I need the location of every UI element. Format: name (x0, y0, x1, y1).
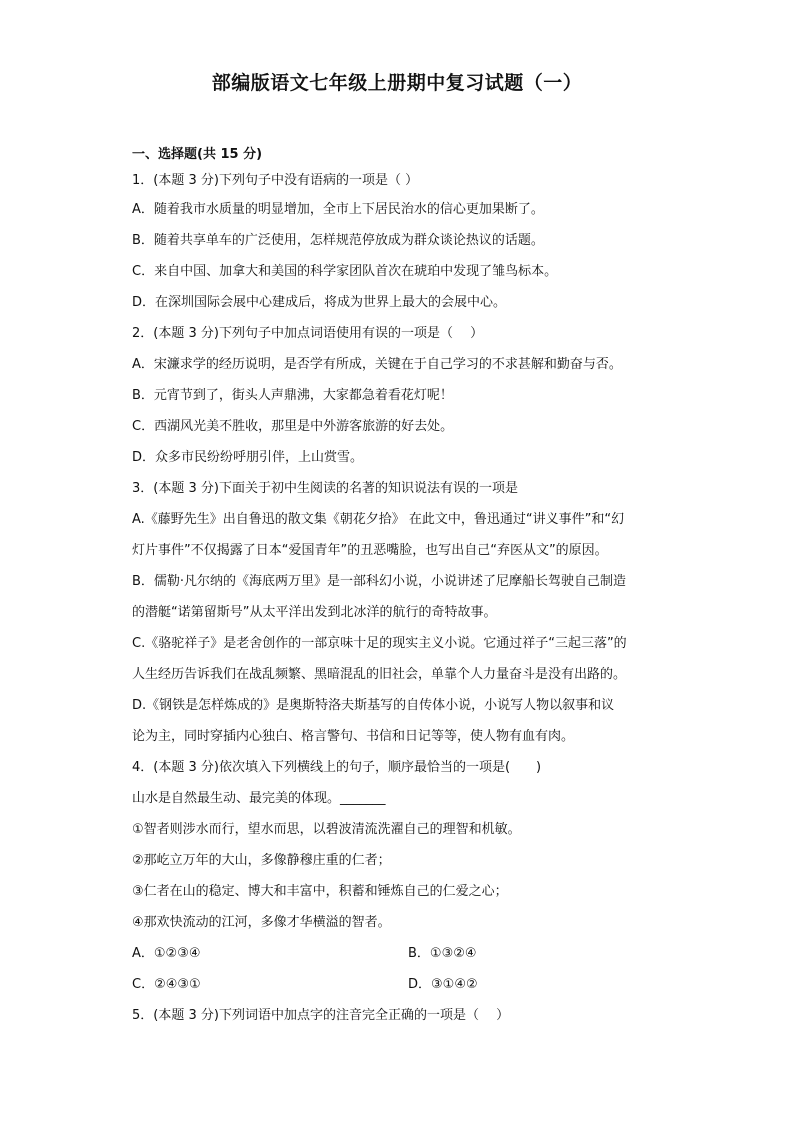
question-1-option-c: C．来自中国、加拿大和美国的科学家团队首次在琥珀中发现了雏鸟标本。 (132, 264, 558, 279)
question-1-option-a: A．随着我市水质量的明显增加，全市上下居民治水的信心更加果断了。 (132, 202, 544, 217)
question-4-option-b: B．①③②④ (408, 946, 477, 961)
question-2-option-d: D．众多市民纷纷呼朋引伴，上山赏雪。 (132, 450, 364, 465)
question-4-sentence: ②那屹立万年的大山，多像静穆庄重的仁者； (132, 853, 391, 868)
question-3-line: B．儒勒·凡尔纳的《海底两万里》是一部科幻小说，小说讲述了尼摩船长驾驶自己制造 (132, 574, 627, 589)
question-5-stem: 5．(本题 3 分)下列词语中加点字的注音完全正确的一项是（ ） (132, 1008, 510, 1023)
question-3-line: A.《藤野先生》出自鲁迅的散文集《朝花夕拾》 在此文中，鲁迅通过“讲义事件”和“幻 (132, 512, 625, 527)
question-3-stem: 3．(本题 3 分)下面关于初中生阅读的名著的知识说法有误的一项是 (132, 481, 518, 496)
question-3-line: 灯片事件”不仅揭露了日本“爱国青年”的丑恶嘴脸，也写出自己“弃医从文”的原因。 (132, 543, 608, 558)
question-1-stem: 1．(本题 3 分)下列句子中没有语病的一项是（ ） (132, 173, 419, 188)
question-3-line: C.《骆驼祥子》是老舍创作的一部京味十足的现实主义小说。它通过祥子“三起三落”的 (132, 636, 627, 651)
question-2-option-b: B．元宵节到了，街头人声鼎沸，大家都急着看花灯呢！ (132, 388, 453, 403)
document-body (132, 143, 672, 1031)
question-3-line: 的潜艇“诺第留斯号”从太平洋出发到北冰洋的航行的奇特故事。 (132, 605, 497, 620)
question-2-option-c: C．西湖风光美不胜收，那里是中外游客旅游的好去处。 (132, 419, 454, 434)
question-3-line: 论为主，同时穿插内心独白、格言警句、书信和日记等等，使人物有血有肉。 (132, 729, 575, 744)
question-1-option-d: D．在深圳国际会展中心建成后，将成为世界上最大的会展中心。 (132, 295, 507, 310)
question-4-options-row (132, 938, 672, 969)
question-4-stem: 4．(本题 3 分)依次填入下列横线上的句子，顺序最恰当的一项是( ) (132, 760, 542, 775)
question-3-line: 人生经历告诉我们在战乱频繁、黑暗混乱的旧社会，单靠个人力量奋斗是没有出路的。 (132, 667, 627, 682)
question-4-option-d: D．③①④② (408, 977, 478, 992)
question-4-sentence: ④那欢快流动的江河，多像才华横溢的智者。 (132, 915, 391, 930)
document-title: 部编版语文七年级上册期中复习试题（一） (211, 72, 583, 94)
question-4-sentence: ③仁者在山的稳定、博大和丰富中，积蓄和锤炼自己的仁爱之心； (132, 884, 508, 899)
question-4-option-c: C．②④③① (132, 977, 201, 992)
question-2-stem: 2．(本题 3 分)下列句子中加点词语使用有误的一项是（ ） (132, 326, 484, 341)
question-4-option-a: A．①②③④ (132, 946, 201, 961)
question-1-option-b: B．随着共享单车的广泛使用，怎样规范停放成为群众谈论热议的话题。 (132, 233, 544, 248)
question-4-passage: 山水是自然最生动、最完美的体现。_______ (132, 791, 386, 806)
question-3-line: D.《钢铁是怎样炼成的》是奥斯特洛夫斯基写的自传体小说，小说写人物以叙事和议 (132, 698, 615, 713)
question-4-sentence: ①智者则涉水而行，望水而思，以碧波清流洗濯自己的理智和机敏。 (132, 822, 521, 837)
section-heading: 一、选择题(共 15 分) (132, 147, 263, 162)
question-4-options-row (132, 969, 672, 1000)
question-2-option-a: A．宋濂求学的经历说明，是否学有所成，关键在于自己学习的不求甚解和勤奋与否。 (132, 357, 622, 372)
